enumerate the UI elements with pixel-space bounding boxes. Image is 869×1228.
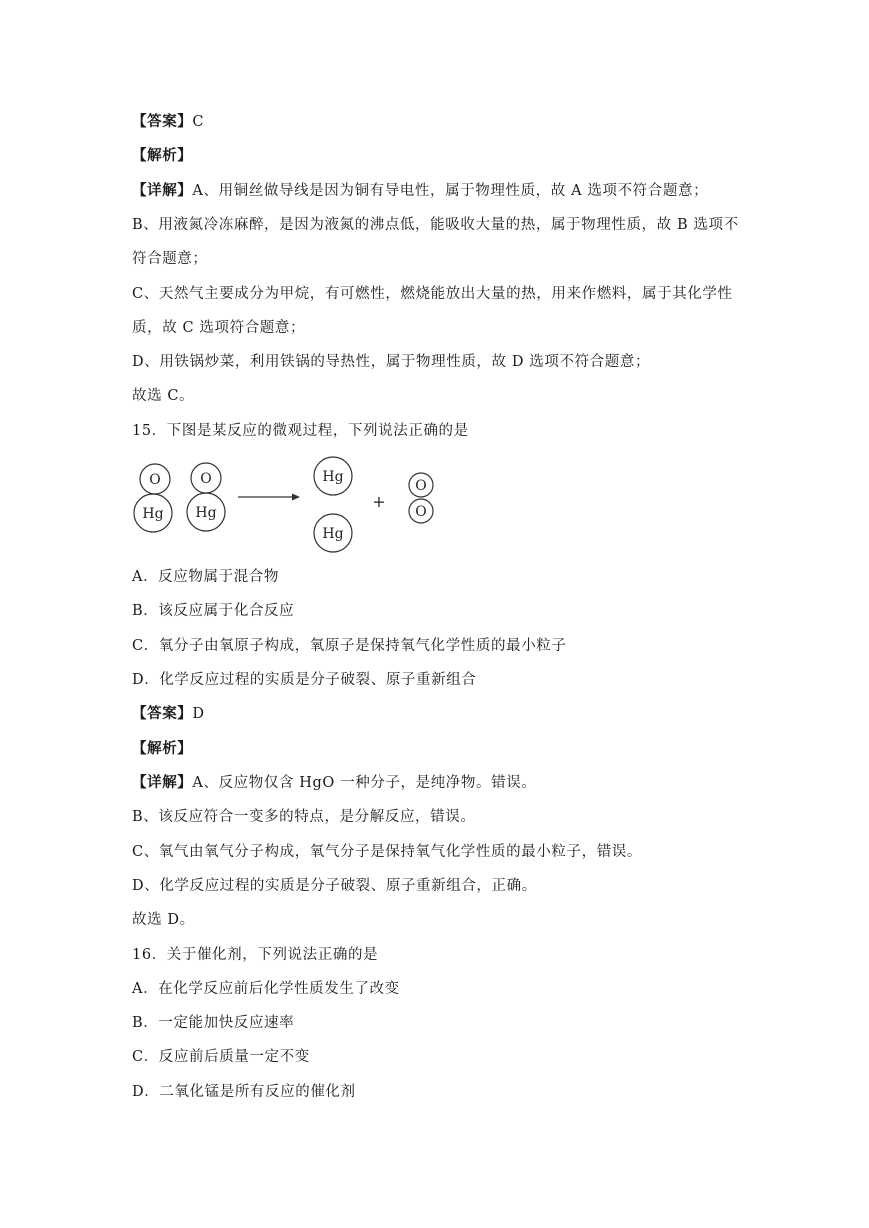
q15-answer [132,704,205,724]
q14-detail-line: D、用铁锅炒菜，利用铁锅的导热性，属于物理性质，故 D 选项不符合题意； [132,354,651,370]
detail-tag: 【详解】 [132,182,193,199]
detail-text: A、用铜丝做导线是因为铜有导电性，属于物理性质，故 A 选项不符合题意； [192,183,709,199]
atom-label: Hg [322,469,344,485]
q16-stem: 16．关于催化剂，下列说法正确的是 [132,947,379,963]
q16-option-b: B．一定能加快反应速率 [132,1015,295,1031]
q14-detail-line: 质，故 C 选项符合题意； [132,320,306,336]
atom-label: Hg [142,506,164,522]
q15-option-c: C．氧分子由氧原子构成，氧原子是保持氧气化学性质的最小粒子 [132,638,567,654]
detail-tag: 【详解】 [132,774,193,791]
q15-option-d: D．化学反应过程的实质是分子破裂、原子重新组合 [132,672,477,688]
detail-text: A、反应物仅含 HgO 一种分子，是纯净物。错误。 [192,775,537,791]
q15-detail-line [132,773,536,793]
q16-option-a: A．在化学反应前后化学性质发生了改变 [132,981,400,997]
q14-detail-line: C、天然气主要成分为甲烷，有可燃性，燃烧能放出大量的热，用来作燃料，属于其化学性 [132,286,733,302]
answer-value: D [192,706,205,722]
q14-detail-line: B、用液氮冷冻麻醉，是因为液氮的沸点低，能吸收大量的热，属于物理性质，故 B 选项不 [132,217,739,233]
atom-label: O [415,504,427,520]
q15-option-b: B．该反应属于化合反应 [132,603,295,619]
q14-analysis-tag: 【解析】 [132,147,193,164]
reaction-diagram [128,455,458,555]
answer-tag: 【答案】 [132,113,193,130]
q16-option-c: C．反应前后质量一定不变 [132,1049,310,1065]
q15-detail-line: C、氧气由氧气分子构成，氧气分子是保持氧气化学性质的最小粒子，错误。 [132,844,642,860]
q15-analysis-tag: 【解析】 [132,740,193,757]
q14-conclusion: 故选 C。 [132,388,195,404]
answer-value: C [192,114,205,130]
atom-label: Hg [322,526,344,542]
q15-conclusion: 故选 D。 [132,912,195,928]
q14-answer [132,112,204,132]
q14-detail-line [132,181,708,201]
atom-label: Hg [195,505,217,521]
q15-detail-line: D、化学反应过程的实质是分子破裂、原子重新组合，正确。 [132,878,537,894]
atom-label: O [415,478,427,494]
atom-label: O [200,471,212,487]
q15-detail-line: B、该反应符合一变多的特点，是分解反应，错误。 [132,809,476,825]
q15-option-a: A．反应物属于混合物 [132,569,279,585]
q16-option-d: D．二氧化锰是所有反应的催化剂 [132,1084,356,1100]
answer-tag: 【答案】 [132,705,193,722]
q14-detail-line: 符合题意； [132,251,208,267]
q15-stem: 15．下图是某反应的微观过程，下列说法正确的是 [132,423,469,439]
plus-sign: + [372,492,386,511]
atom-label: O [149,472,161,488]
arrow-head [292,494,300,501]
